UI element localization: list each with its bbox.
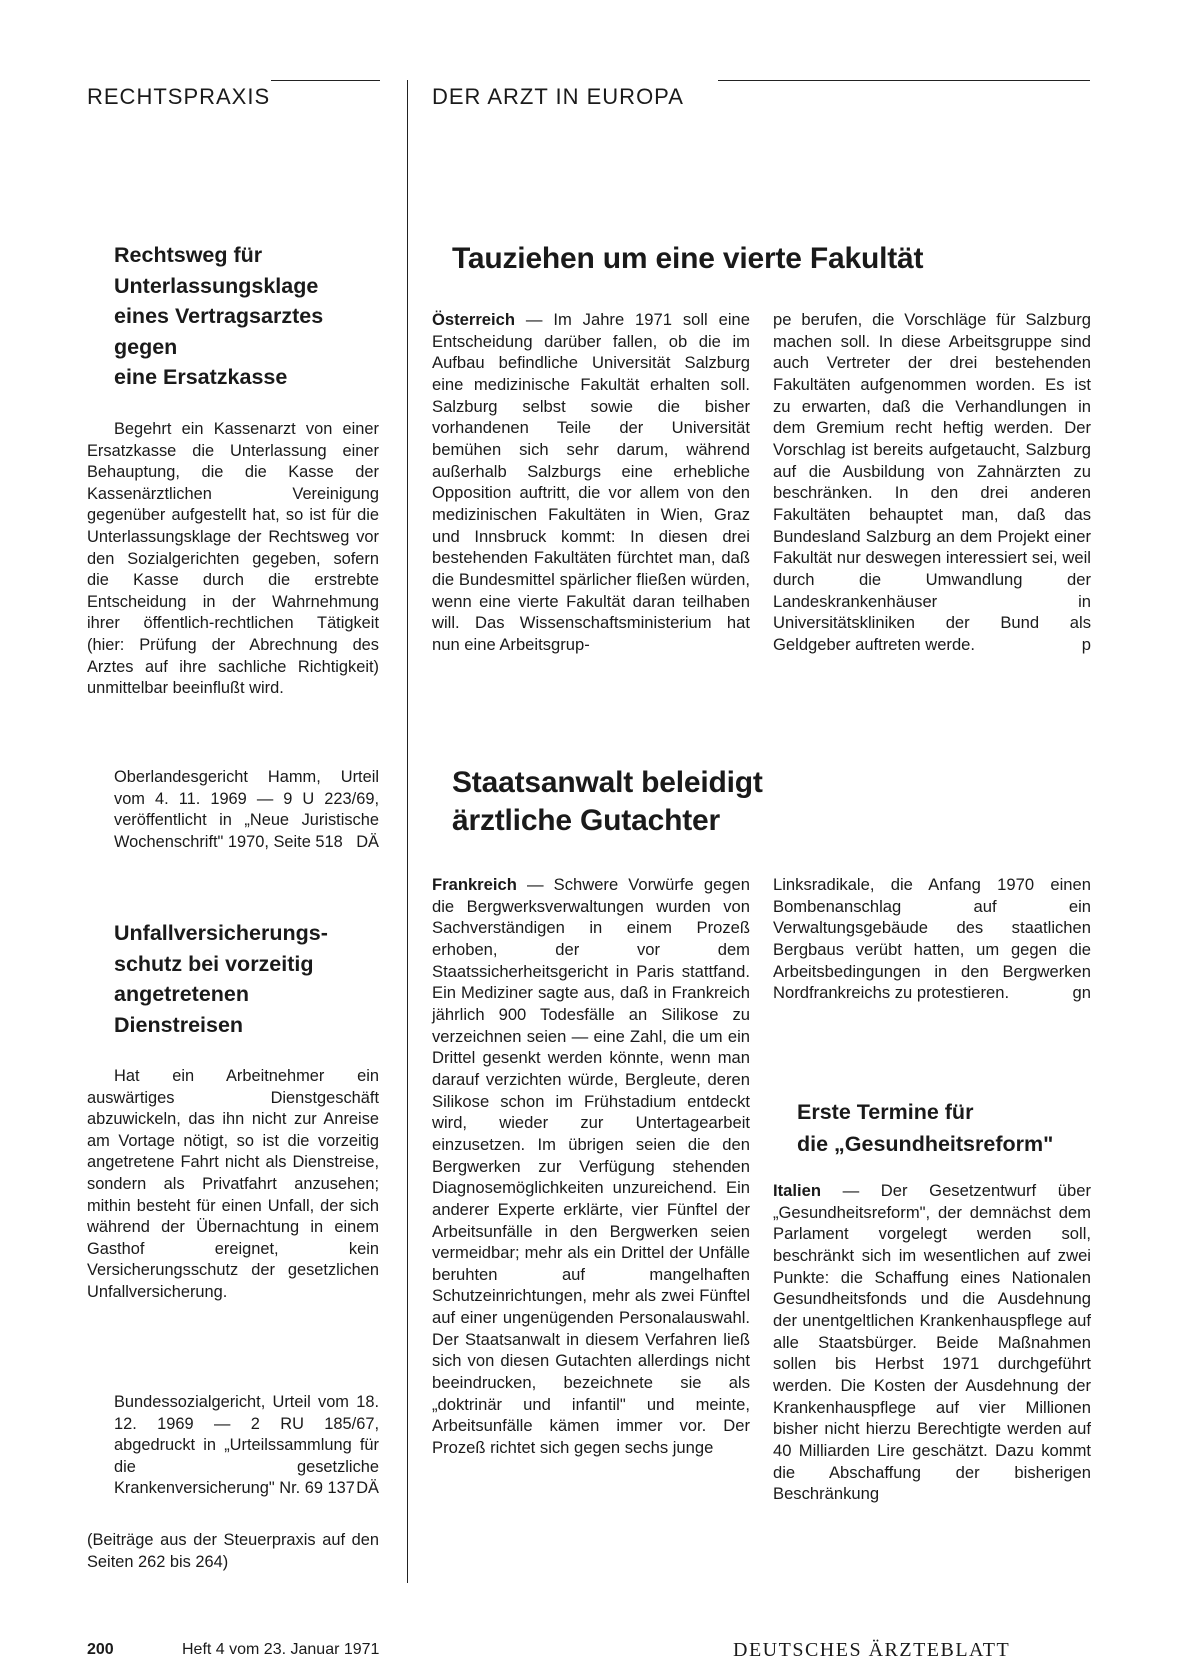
left-article-1	[87, 240, 379, 393]
right-article-1-col1	[432, 309, 750, 656]
header-rule-left	[271, 80, 380, 81]
header-rule-right	[718, 80, 1090, 81]
signature: p	[1081, 634, 1091, 654]
left-article-2	[87, 918, 379, 1040]
article-headline: Rechtsweg für Unterlassungsklage eines Vertragsarztes gegen eine Ersatzkasse	[114, 243, 324, 389]
article-headline-fakultaet: Tauziehen um eine vierte Fakultät	[452, 242, 924, 275]
left-article-2-body	[87, 1066, 379, 1304]
article-citation: Oberlandesgericht Hamm, Urteil vom 4. 11. 1969 — 9 U 223/69, veröffentlicht in „Neue Juristische Wochenschrift" 1970, Seite 518 DÄ	[87, 767, 379, 853]
article-body: pe berufen, die Vorschläge für Salzburg machen soll. In diese Arbeitsgruppe sind auch Vertreter der drei bestehenden Fakultäten aufgenommen worden. Es ist zu erwarten, daß die Verhandlungen in dem Gremium recht heftig werden. Der Vorschlag ist bereits aufgetaucht, Salzburg auf die Ausbildung von Zahnärzten zu beschränken. In den drei anderen Fakultäten behauptet man, daß das Bundesland Salzburg an dem Projekt einer Fakultät nur deswegen interessiert sei, weil durch die Umwandlung der Landeskrankenhäuser in Universitätskliniken der Bund als Geldgeber auftreten werde. p	[773, 310, 1091, 654]
article-body: Hat ein Arbeitnehmer ein auswärtiges Dienstgeschäft abzuwickeln, das ihn nicht zur Anreise am Vortage nötigt, so ist die vorzeitig angetretene Fahrt nicht als Dienstreise, sondern als Privatfahrt anzusehen; mithin besteht für einen Unfall, der sich während der Übernachtung in einem Gasthof ereignet, kein Versicherungsschutz der gesetzlichen Unfallversicherung.	[87, 1067, 379, 1301]
article-body: Österreich — Im Jahre 1971 soll eine Entscheidung darüber fallen, ob die im Aufbau befindliche Universität Salzburg eine medizinische Fakultät erhalten soll. Salzburg selbst sowie die bisher vorhandenen Teile der Universität bemühen sich sehr darum, während außerhalb Salzburgs eine erhebliche Opposition auftritt, die vor allem von den medizinischen Fakultäten in Wien, Graz und Innsbruck kommt: In diesen drei bestehenden Fakultäten fürchtet man, daß die Bundesmittel spärlicher fließen würden, wenn eine vierte Fakultät daran teilhaben will. Das Wissenschaftsministerium hat nun eine Arbeitsgrup-	[432, 310, 750, 654]
right-article-3	[773, 1180, 1091, 1505]
article-body: Linksradikale, die Anfang 1970 einen Bombenanschlag auf ein Verwaltungsgebäude des staatlichen Bergbaus verübt hatten, um gegen die Arbeitsbedingungen in den Bergwerken Nordfrankreichs zu protestieren. gn	[773, 875, 1091, 1003]
right-article-1-col2	[773, 309, 1091, 656]
place-label: Österreich	[432, 310, 516, 329]
column-divider	[407, 80, 408, 1583]
left-note	[87, 1530, 379, 1573]
right-article-2-col2	[773, 874, 1091, 1004]
signature: DÄ	[356, 1479, 379, 1498]
article-headline-staatsanwalt: Staatsanwalt beleidigt ärztliche Gutachter	[452, 766, 763, 837]
article-citation: Bundessozialgericht, Urteil vom 18. 12. 1969 — 2 RU 185/67, abgedruckt in „Urteilssammlung für die gesetzliche Krankenversicherung" Nr. 69 137 DÄ	[87, 1392, 379, 1500]
article-headline-gesundheitsreform: Erste Termine für die „Gesundheitsreform"	[797, 1100, 1054, 1156]
article-body: Italien — Der Gesetzentwurf über „Gesundheitsreform", der demnächst dem Parlament vorgelegt werden soll, beschränkt sich im wesentlichen auf zwei Punkte: die Schaffung eines Nationalen Gesundheitsfonds und die Ausdehnung der unentgeltlichen Krankenhauspflege auf alle Staatsbürger. Beide Maßnahmen sollen bis Herbst 1971 durchgeführt werden. Die Kosten der Ausdehnung der Krankenhauspflege auf vier Millionen bisher nicht hierzu Berechtigte werden auf 40 Milliarden Lire geschätzt. Dazu kommt die Abschaffung der bisherigen Beschränkung	[773, 1181, 1091, 1504]
article-body: Frankreich — Schwere Vorwürfe gegen die Bergwerksverwaltungen wurden von Sachverständigen in einem Prozeß erhoben, der vor dem Staatssicherheitsgericht in Paris stattfand. Ein Mediziner sagte aus, daß in Frankreich jährlich 900 Todesfälle an Silikose zu verzeichnen seien — eine Zahl, die um ein Drittel gesenkt werden könnte, wenn man darauf verzichten würde, Bergleute, deren Silikose schon im Frühstadium entdeckt wird, wieder zur Untertagearbeit einzusetzen. Im übrigen seien die den Bergwerken zur Verfügung stehenden Diagnosemöglichkeiten unzureichend. Ein anderer Experte erklärte, vier Fünftel der Arbeitsunfälle in den Bergwerken seien vermeidbar; mehr als ein Drittel der Unfälle beruhten auf mangelhaften Schutzeinrichtungen, mehr als zwei Fünftel auf einer ungenügenden Personalauswahl. Der Staatsanwalt in diesem Verfahren ließ sich von diesen Gutachten allerdings nicht beeindrucken, bezeichnete sie als „doktrinär und infantil" und meinte, Arbeitsunfälle kämen immer vor. Der Prozeß richtet sich gegen sechs junge	[432, 875, 750, 1458]
section-label-arzt-in-europa: DER ARZT IN EUROPA	[432, 84, 684, 109]
publication-name: DEUTSCHES ÄRZTEBLATT	[733, 1639, 1011, 1661]
issue-info: Heft 4 vom 23. Januar 1971	[182, 1641, 380, 1658]
signature: DÄ	[356, 832, 379, 851]
article-body: Begehrt ein Kassenarzt von einer Ersatzkasse die Unterlassung einer Behauptung, die die Kasse der Kassenärztlichen Vereinigung gegenüber aufgestellt hat, so ist für die Unterlassungsklage der Rechtsweg vor den Sozialgerichten gegeben, sofern die Kasse durch die erstrebte Entscheidung in der Wahrnehmung ihrer öffentlich-rechtlichen Tätigkeit (hier: Prüfung der Abrechnung des Arztes auf ihre sachliche Richtigkeit) unmittelbar beeinflußt wird.	[87, 420, 379, 698]
left-article-2-citation	[87, 1392, 379, 1500]
place-label: Frankreich	[432, 875, 517, 894]
section-label-rechtspraxis: RECHTSPRAXIS	[87, 84, 271, 109]
steuerpraxis-note: (Beiträge aus der Steuerpraxis auf den Seiten 262 bis 264)	[87, 1531, 379, 1571]
signature: gn	[1072, 983, 1091, 1003]
article-headline: Unfallversicherungs- schutz bei vorzeitig angetretenen Dienstreisen	[114, 921, 328, 1037]
page-number: 200	[87, 1641, 114, 1658]
place-label: Italien	[773, 1181, 821, 1200]
left-article-1-body	[87, 419, 379, 700]
left-article-1-citation	[87, 767, 379, 853]
right-article-2-col1	[432, 874, 750, 1459]
